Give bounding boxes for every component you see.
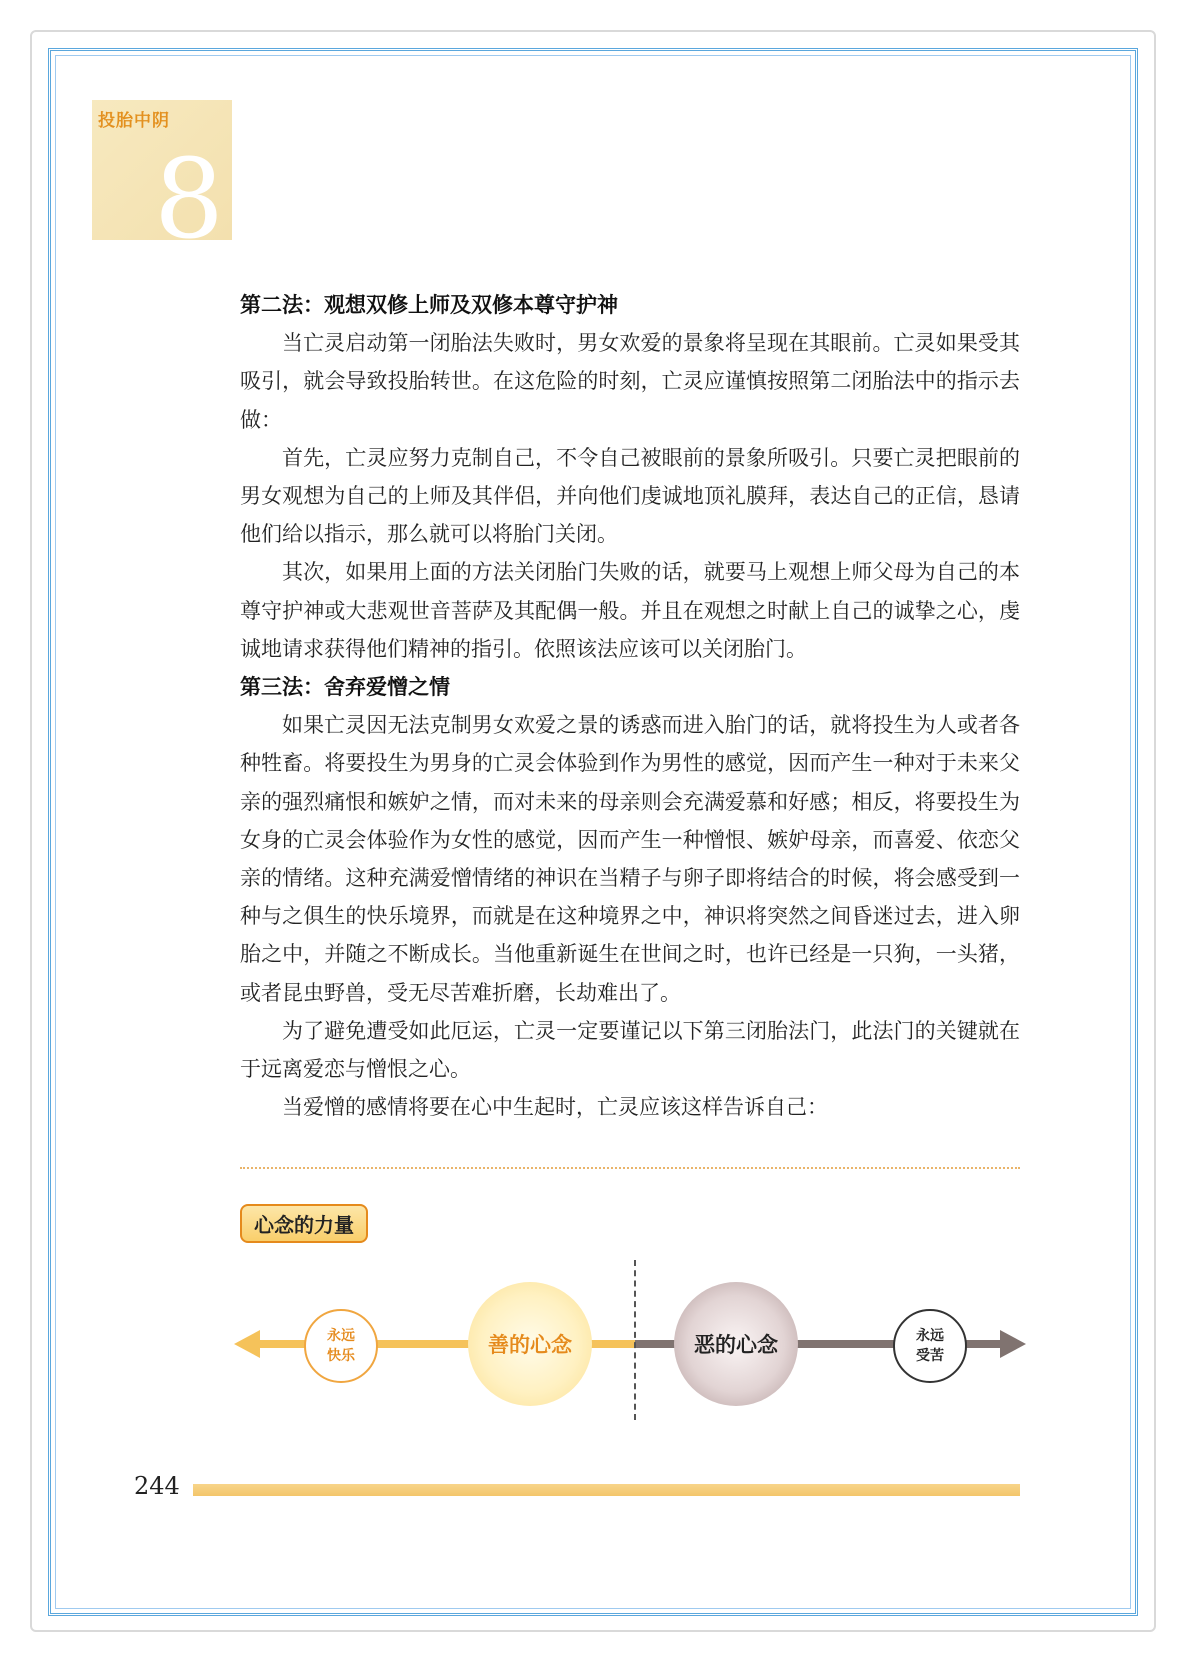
chapter-title: 投胎中阴 <box>98 111 170 131</box>
paragraph: 其次，如果用上面的方法关闭胎门失败的话，就要马上观想上师父母为自己的本尊守护神或大悲观世音菩萨及其配偶一般。并且在观想之时献上自己的诚挚之心，虔诚地请求获得他们精神的指引。依照该法应该可以关闭胎门。 <box>240 560 1020 661</box>
paragraph: 为了避免遭受如此厄运，亡灵一定要谨记以下第三闭胎法门，此法门的关键就在于远离爱恋与憎恨之心。 <box>240 1018 1020 1082</box>
dotted-divider <box>240 1167 1020 1169</box>
paragraph: 如果亡灵因无法克制男女欢爱之景的诱惑而进入胎门的话，就将投生为人或者各种牲畜。将要投生为男身的亡灵会体验到作为男性的感觉，因而产生一种对于未来父亲的强烈痛恨和嫉妒之情，而对未来的母亲则会充满爱慕和好感；相反，将要投生为女身的亡灵会体验作为女性的感觉，因而产生一种憎恨、嫉妒母亲，而喜爱、依恋父亲的情绪。这种充满爱憎情绪的神识在当精子与卵子即将结合的时候，将会感受到一种与之俱生的快乐境界，而就是在这种境界之中，神识将突然之间昏迷过去，进入卵胎之中，并随之不断成长。当他重新诞生在世间之时，也许已经是一只狗，一头猪，或者昆虫野兽，受无尽苦难折磨，长劫难出了。 <box>240 713 1020 1005</box>
forever-happy-circle <box>304 1309 378 1383</box>
forever-suffer-circle <box>893 1309 967 1383</box>
footer-bar <box>193 1484 1020 1496</box>
chapter-number: 8 <box>154 135 224 263</box>
evil-thought-label: 恶的心念 <box>694 1333 778 1357</box>
evil-thought-circle <box>674 1282 798 1406</box>
paragraph: 当亡灵启动第一闭胎法失败时，男女欢爱的景象将呈现在其眼前。亡灵如果受其吸引，就会导致投胎转世。在这危险的时刻，亡灵应谨慎按照第二闭胎法中的指示去做： <box>240 331 1020 432</box>
section-heading-method-3: 第三法：舍弃爱憎之情 <box>240 675 450 700</box>
left-arrow-icon <box>234 1330 260 1358</box>
forever-suffer-line-2: 受苦 <box>916 1348 944 1364</box>
good-thought-circle <box>468 1282 592 1406</box>
sidebar-box-label: 心念的力量 <box>240 1204 368 1243</box>
section-heading-method-2: 第二法：观想双修上师及双修本尊守护神 <box>240 293 618 317</box>
right-arrow-icon <box>1000 1330 1026 1358</box>
thought-power-diagram <box>230 1260 1030 1420</box>
body-text <box>240 286 1020 1126</box>
good-thought-label: 善的心念 <box>488 1333 572 1357</box>
dashed-divider <box>634 1260 636 1420</box>
forever-happy-line-2: 快乐 <box>327 1348 355 1364</box>
page-number: 244 <box>134 1472 180 1500</box>
paragraph: 当爱憎的感情将要在心中生起时，亡灵应该这样告诉自己： <box>282 1095 828 1120</box>
paragraph: 首先，亡灵应努力克制自己，不令自己被眼前的景象所吸引。只要亡灵把眼前的男女观想为自己的上师及其伴侣，并向他们虔诚地顶礼膜拜，表达自己的正信，恳请他们给以指示，那么就可以将胎门关闭。 <box>240 445 1020 547</box>
chapter-tab <box>92 100 232 263</box>
forever-suffer-line-1: 永远 <box>916 1328 944 1344</box>
forever-happy-line-1: 永远 <box>327 1328 355 1344</box>
